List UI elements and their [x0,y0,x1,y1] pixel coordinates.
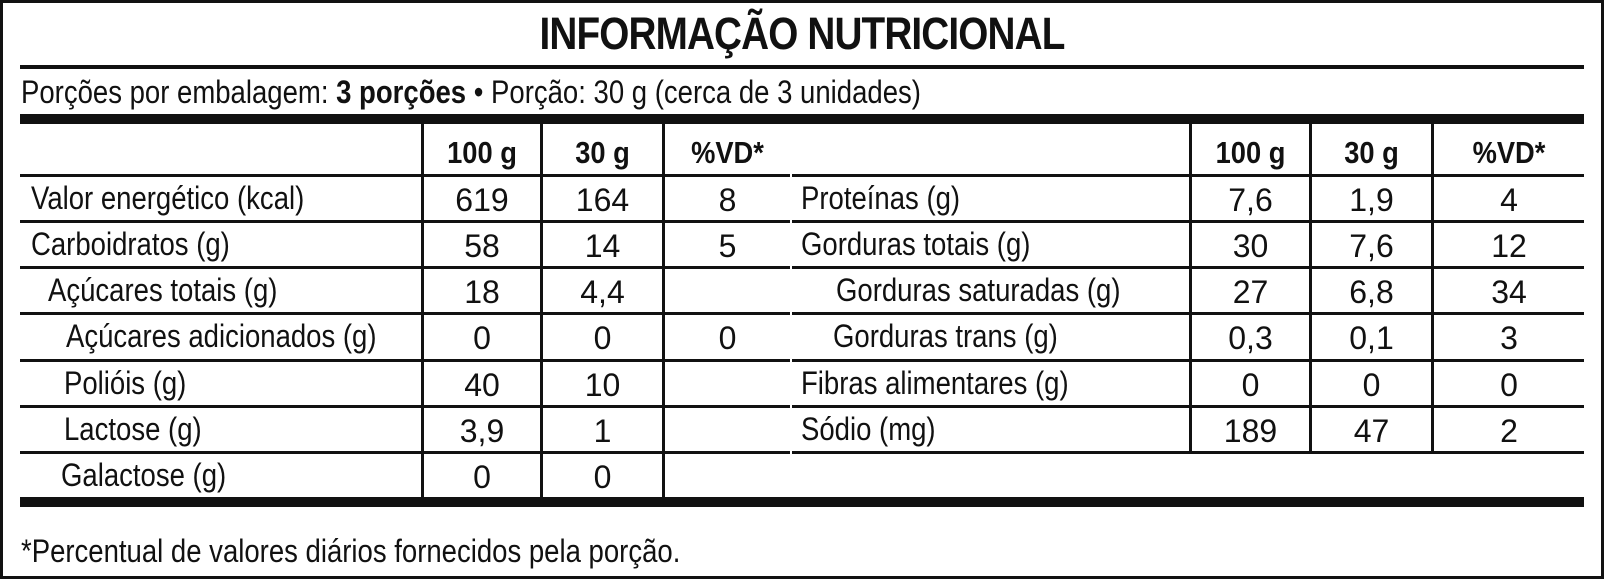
value-30g: 47 [1353,413,1390,449]
serving-separator: • [473,74,484,110]
value-30g: 1 [593,413,612,449]
nutrient-name: Fibras alimentares (g) [801,365,1069,401]
value-30g: 10 [584,367,621,403]
nutrient-name: Sódio (mg) [801,411,936,447]
column-header-vd: %VD* [1472,135,1546,170]
value-30g: 7,6 [1349,228,1394,264]
nutrient-name: Gorduras saturadas (g) [836,272,1121,308]
value-100g: 189 [1223,413,1278,449]
value-30g: 1,9 [1349,182,1394,218]
row-rule [792,405,1584,408]
value-100g: 18 [464,274,500,310]
nutrient-name: Polióis (g) [64,365,187,401]
nutrient-name: Gorduras trans (g) [833,318,1058,354]
footnote-rule [20,497,1584,507]
row-rule [20,174,790,177]
value-30g: 0 [593,320,612,356]
row-rule [792,266,1584,269]
value-30g: 0 [1362,367,1381,403]
value-100g: 3,9 [459,413,505,449]
value-vd: 4 [1500,182,1518,218]
row-rule [20,312,790,315]
value-30g: 164 [575,182,630,218]
value-30g: 6,8 [1349,274,1394,310]
value-100g: 619 [455,182,509,218]
column-divider [1189,124,1192,454]
column-divider [662,124,665,497]
value-100g: 7,6 [1228,182,1273,218]
column-header-30g: 30 g [1344,135,1399,170]
frame-left [0,0,3,579]
column-header-100g: 100 g [447,135,517,170]
row-rule [20,405,790,408]
value-100g: 30 [1232,228,1269,264]
column-divider [1309,124,1312,454]
column-divider [540,124,543,497]
value-30g: 0,1 [1349,320,1394,356]
row-rule [792,359,1584,362]
serving-rule [20,114,1584,124]
column-divider [1431,124,1434,454]
portions-value: 3 porções [336,74,467,110]
portion-label: Porção: [491,74,586,110]
value-100g: 0 [1241,367,1260,403]
nutrient-name: Galactose (g) [61,457,227,493]
value-100g: 40 [464,367,500,403]
value-100g: 0,3 [1228,320,1273,356]
label-title: INFORMAÇÃO NUTRICIONAL [539,8,1065,59]
row-rule [20,220,790,223]
row-rule [792,174,1584,177]
title-rule [20,65,1584,69]
portion-value: 30 g (cerca de 3 unidades) [593,74,921,110]
value-vd: 0 [1500,367,1518,403]
row-rule [20,266,790,269]
frame-top [0,0,1604,3]
row-rule [20,451,790,454]
column-divider [421,124,424,497]
column-header-30g: 30 g [575,135,630,170]
column-header-vd: %VD* [691,135,764,170]
footnote: *Percentual de valores diários fornecidos pela porção. [21,533,681,569]
value-30g: 4,4 [580,274,625,310]
nutrient-name: Carboidratos (g) [31,226,230,262]
row-rule [792,451,1584,454]
value-vd: 2 [1500,413,1518,449]
value-vd: 34 [1491,274,1527,310]
value-30g: 14 [584,228,621,264]
value-vd: 0 [718,320,737,356]
nutrient-name: Açúcares totais (g) [48,272,278,308]
value-vd: 5 [718,228,737,264]
nutrient-name: Açúcares adicionados (g) [66,318,377,354]
row-rule [20,359,790,362]
value-100g: 58 [464,228,500,264]
value-vd: 3 [1500,320,1518,356]
value-100g: 0 [473,320,491,356]
nutrient-name: Valor energético (kcal) [31,180,305,216]
nutrient-name: Gorduras totais (g) [801,226,1031,262]
value-30g: 0 [593,459,612,495]
value-vd: 12 [1491,228,1527,264]
value-100g: 27 [1232,274,1269,310]
portions-label: Porções por embalagem: [21,74,329,110]
serving-info [21,76,921,108]
value-100g: 0 [473,459,491,495]
row-rule [792,220,1584,223]
value-vd: 8 [718,182,737,218]
nutrient-name: Proteínas (g) [801,180,961,216]
column-header-100g: 100 g [1215,135,1286,170]
nutrient-name: Lactose (g) [64,411,202,447]
row-rule [792,312,1584,315]
